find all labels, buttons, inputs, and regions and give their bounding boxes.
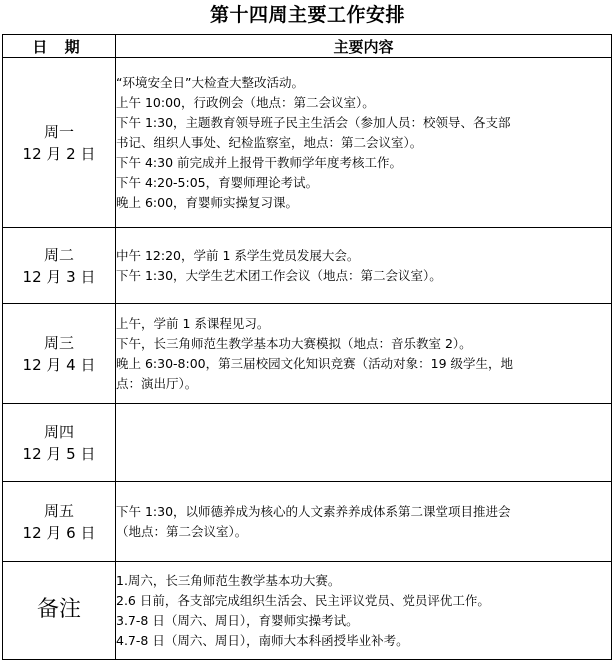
schedule-item: 下午，长三角师范生教学基本功大赛模拟（地点：音乐教室 2）。 [116, 335, 472, 351]
table-row [3, 304, 612, 404]
weekday-label: 周四 [43, 422, 74, 441]
note-item: 3.7-8 日（周六、周日），育婴师实操考试。 [116, 612, 359, 628]
table-row [3, 58, 612, 228]
notes-label-cell [3, 562, 116, 660]
date-label: 12 月 4 日 [22, 355, 96, 374]
note-item: 2.6 日前，各支部完成组织生活会、民主评议党员、党员评优工作。 [116, 592, 490, 608]
content-cell [116, 228, 612, 304]
weekday-label: 周三 [43, 333, 74, 352]
content-cell [116, 304, 612, 404]
weekday-label: 周二 [43, 245, 74, 264]
schedule-item: 下午 4:30 前完成并上报骨干教师学年度考核工作。 [116, 154, 403, 170]
schedule-item: 晚上 6:00，育婴师实操复习课。 [116, 194, 299, 210]
date-label: 12 月 3 日 [22, 267, 96, 286]
schedule-item: 上午，学前 1 系课程见习。 [116, 315, 270, 331]
date-cell [3, 228, 116, 304]
weekday-label: 周一 [43, 122, 74, 141]
notes-label: 备注 [36, 597, 81, 622]
schedule-table [2, 34, 612, 660]
table-row [3, 404, 612, 482]
schedule-item: （地点：第二会议室）。 [116, 523, 248, 539]
table-row [3, 562, 612, 660]
content-cell [116, 482, 612, 562]
content-cell [116, 58, 612, 228]
schedule-item: 上午 10:00，行政例会（地点：第二会议室）。 [116, 94, 375, 110]
table-row [3, 228, 612, 304]
notes-cell [116, 562, 612, 660]
schedule-item: “环境安全日”大检查大整改活动。 [116, 74, 304, 90]
schedule-item: 中午 12:20，学前 1 系学生党员发展大会。 [116, 247, 360, 263]
date-cell [3, 304, 116, 404]
date-column-header: 日 期 [3, 35, 116, 58]
table-row [3, 482, 612, 562]
schedule-item: 书记、组织人事处、纪检监察室，地点：第二会议室）。 [116, 134, 423, 150]
page-title: 第十四周主要工作安排 [209, 4, 405, 26]
schedule-item: 下午 1:30，以师德养成为核心的人文素养养成体系第二课堂项目推进会 [116, 503, 511, 519]
header-row [3, 35, 612, 58]
date-label: 12 月 5 日 [22, 444, 96, 463]
schedule-item: 点：演出厅）。 [116, 375, 198, 391]
date-label: 12 月 2 日 [22, 144, 96, 163]
date-cell [3, 404, 116, 482]
weekday-label: 周五 [43, 501, 74, 520]
schedule-item: 下午 1:30，大学生艺术团工作会议（地点：第二会议室）。 [116, 267, 442, 283]
date-label: 12 月 6 日 [22, 523, 96, 542]
schedule-item: 晚上 6:30-8:00，第三届校园文化知识竞赛（活动对象：19 级学生，地 [116, 355, 514, 371]
schedule-item: 下午 4:20-5:05，育婴师理论考试。 [116, 174, 319, 190]
date-cell [3, 58, 116, 228]
content-cell [116, 404, 612, 482]
content-column-header: 主要内容 [116, 35, 612, 58]
note-item: 1.周六，长三角师范生教学基本功大赛。 [116, 572, 341, 588]
schedule-item: 下午 1:30，主题教育领导班子民主生活会（参加人员：校领导、各支部 [116, 114, 511, 130]
date-cell [3, 482, 116, 562]
note-item: 4.7-8 日（周六、周日），南师大本科函授毕业补考。 [116, 632, 409, 648]
